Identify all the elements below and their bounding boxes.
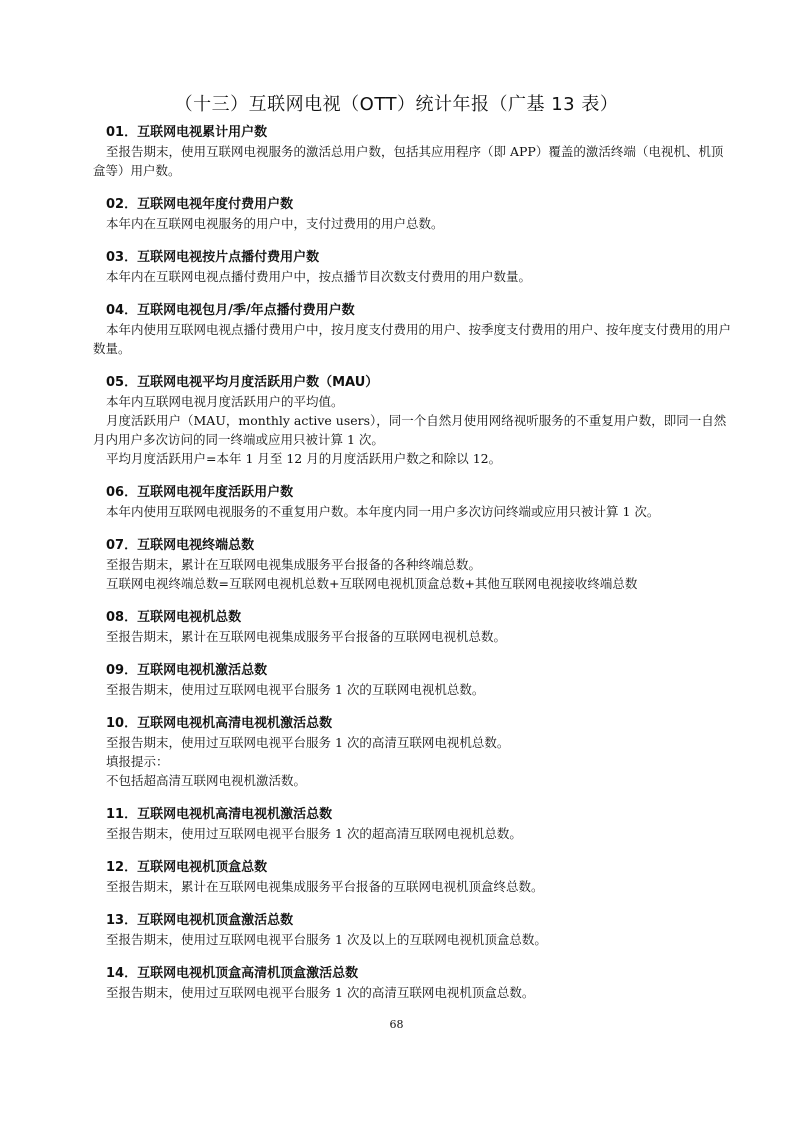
item-heading: 11．互联网电视机高清电视机激活总数	[106, 807, 333, 822]
item-heading: 01．互联网电视累计用户数	[106, 125, 268, 140]
item-paragraph: 本年内在互联网电视点播付费用户中，按点播节目次数支付费用的用户数量。	[106, 269, 532, 284]
definitions-list	[93, 124, 733, 1018]
definition-item-03	[93, 249, 733, 286]
page-number: 68	[389, 1018, 404, 1031]
definition-item-12	[93, 859, 733, 896]
item-heading: 08．互联网电视机总数	[106, 610, 242, 625]
item-heading: 09．互联网电视机激活总数	[106, 663, 268, 678]
item-paragraph: 至报告期末，使用互联网电视服务的激活总用户数，包括其应用程序（即 APP）覆盖的激活终端（电视机、机顶盒等）用户数。	[93, 144, 724, 178]
definition-item-02	[93, 196, 733, 233]
definition-item-07	[93, 537, 733, 593]
item-heading: 03．互联网电视按片点播付费用户数	[106, 250, 320, 265]
item-paragraph: 至报告期末，使用过互联网电视平台服务 1 次的高清互联网电视机总数。	[106, 735, 510, 750]
item-heading: 06．互联网电视年度活跃用户数	[106, 485, 294, 500]
definition-item-04	[93, 302, 733, 358]
definition-item-09	[93, 662, 733, 699]
definition-item-11	[93, 806, 733, 843]
item-paragraph: 本年内使用互联网电视点播付费用户中，按月度支付费用的用户、按季度支付费用的用户、按年度支付费用的用户数量。	[93, 322, 732, 356]
definition-item-06	[93, 484, 733, 521]
item-paragraph: 至报告期末，使用过互联网电视平台服务 1 次的互联网电视机总数。	[106, 682, 485, 697]
item-paragraph: 至报告期末，使用过互联网电视平台服务 1 次的超高清互联网电视机总数。	[106, 826, 522, 841]
item-heading: 04．互联网电视包月/季/年点播付费用户数	[106, 303, 355, 318]
item-heading: 12．互联网电视机顶盒总数	[106, 860, 268, 875]
item-heading: 02．互联网电视年度付费用户数	[106, 197, 294, 212]
item-paragraph: 平均月度活跃用户=本年 1 月至 12 月的月度活跃用户数之和除以 12。	[106, 451, 502, 466]
item-paragraph: 互联网电视终端总数=互联网电视机总数+互联网电视机顶盒总数+其他互联网电视接收终端总数	[106, 576, 638, 591]
item-heading: 05．互联网电视平均月度活跃用户数（MAU）	[106, 375, 379, 390]
item-paragraph: 至报告期末，使用过互联网电视平台服务 1 次的高清互联网电视机顶盒总数。	[106, 985, 535, 1000]
definition-item-01	[93, 124, 733, 180]
item-paragraph: 至报告期末，使用过互联网电视平台服务 1 次及以上的互联网电视机顶盒总数。	[106, 932, 547, 947]
item-paragraph: 至报告期末，累计在互联网电视集成服务平台报备的各种终端总数。	[106, 557, 482, 572]
definition-item-14	[93, 965, 733, 1002]
definition-item-08	[93, 609, 733, 646]
item-paragraph: 至报告期末，累计在互联网电视集成服务平台报备的互联网电视机总数。	[106, 629, 507, 644]
definition-item-13	[93, 912, 733, 949]
item-paragraph: 不包括超高清互联网电视机激活数。	[106, 773, 307, 788]
item-heading: 13．互联网电视机顶盒激活总数	[106, 913, 294, 928]
item-paragraph: 本年内互联网电视月度活跃用户的平均值。	[106, 394, 344, 409]
item-paragraph: 至报告期末，累计在互联网电视集成服务平台报备的互联网电视机顶盒终总数。	[106, 879, 544, 894]
item-paragraph: 月度活跃用户（MAU，monthly active users），同一个自然月使用网络视听服务的不重复用户数，即同一自然月内用户多次访问的同一终端或应用只被计算 1 次。	[93, 413, 727, 447]
fill-in-tip-label: 填报提示：	[106, 754, 169, 769]
page-title: （十三）互联网电视（OTT）统计年报（广基 13 表）	[174, 94, 619, 115]
item-paragraph: 本年内使用互联网电视服务的不重复用户数。本年度内同一用户多次访问终端或应用只被计算 1 次。	[106, 504, 660, 519]
item-heading: 14．互联网电视机顶盒高清机顶盒激活总数	[106, 966, 359, 981]
definition-item-10	[93, 715, 733, 790]
definition-item-05	[93, 374, 733, 468]
item-paragraph: 本年内在互联网电视服务的用户中，支付过费用的用户总数。	[106, 216, 444, 231]
item-heading: 10．互联网电视机高清电视机激活总数	[106, 716, 333, 731]
item-heading: 07．互联网电视终端总数	[106, 538, 255, 553]
